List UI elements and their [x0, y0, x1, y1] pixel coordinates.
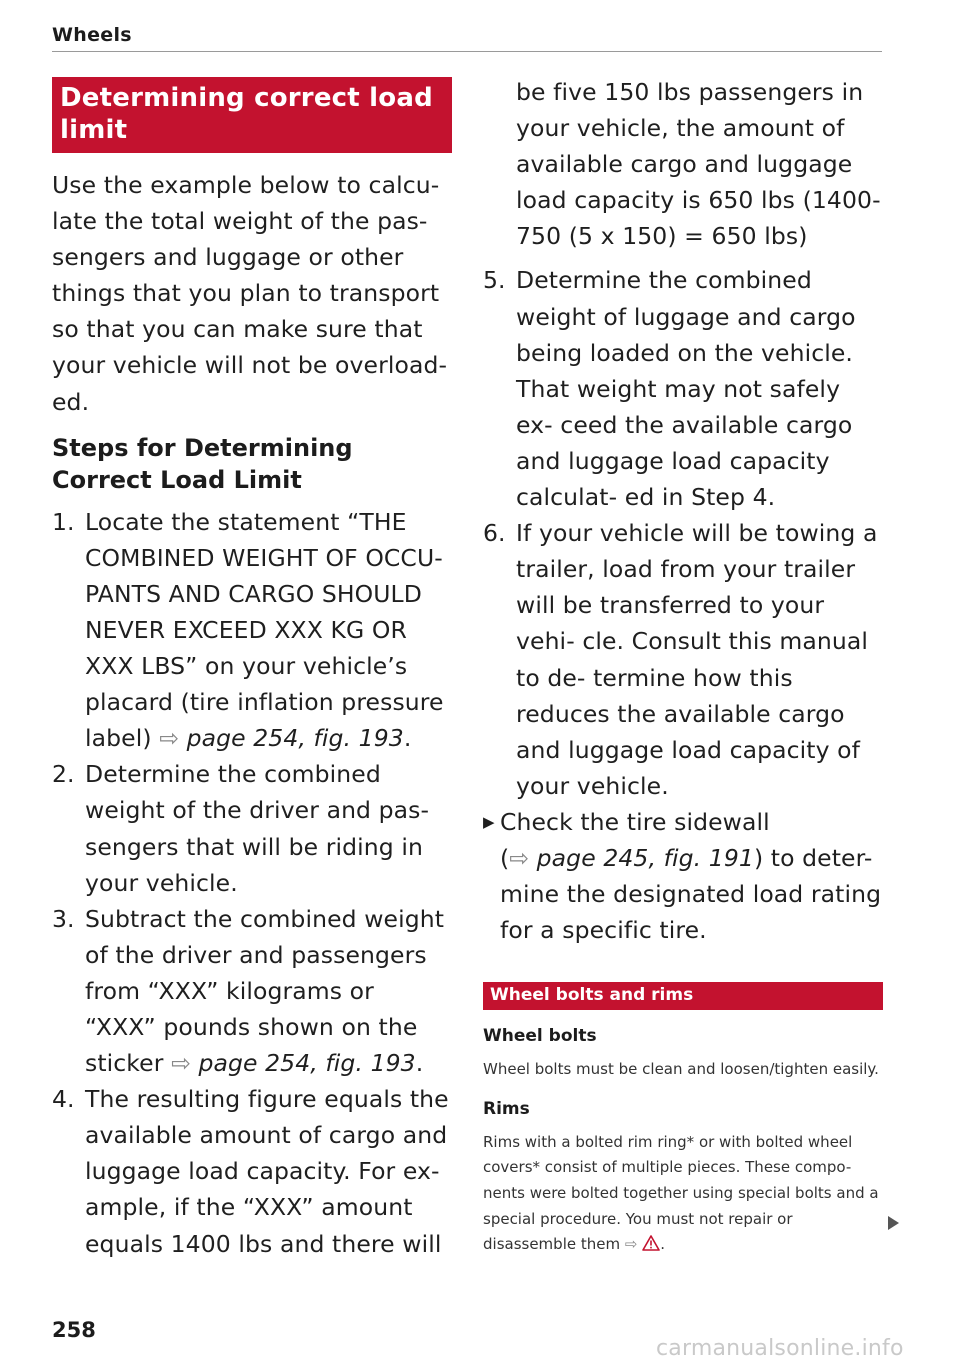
step-tail: .	[403, 724, 412, 753]
rims-tail: .	[660, 1235, 666, 1254]
right-column	[483, 74, 883, 1258]
check-text	[500, 804, 883, 948]
check-instruction	[483, 804, 883, 948]
step-continuation: be five 150 lbs passengers in your vehicle, the amount of available cargo and luggage load capacity is 650 lbs (1400-750 (5 x 150) = 650 lbs)	[516, 78, 881, 251]
step-item	[52, 1081, 452, 1261]
step-number: 4.	[52, 1085, 75, 1114]
warning-triangle-icon	[642, 1235, 660, 1251]
section-title: Wheels	[52, 24, 132, 46]
page-reference-link[interactable]: page 245, fig. 191	[536, 843, 754, 872]
check-tail: ) to deter- mine the designated load rating for a specific tire.	[500, 843, 882, 945]
continue-arrow-icon	[888, 1216, 899, 1230]
watermark: carmanualsonline.info	[656, 1336, 904, 1361]
step-tail: .	[415, 1049, 424, 1078]
step-body: Subtract the combined weight of the driver and passengers from “XXX” kilograms or “XXX” pounds shown on the sticker	[85, 904, 445, 1078]
step-item	[483, 515, 883, 804]
step-text: The resulting figure equals the available amount of cargo and luggage load capacity. For ex- ample, if the “XXX” amount equals 1400 lbs and there will	[85, 1085, 449, 1258]
step-number: 6.	[483, 519, 506, 548]
check-lead: Check the tire sidewall	[500, 807, 770, 836]
step-number: 1.	[52, 507, 75, 536]
page-reference-link[interactable]: page 254, fig. 193	[198, 1049, 416, 1078]
step-number: 2.	[52, 760, 75, 789]
wheel-bolts-heading: Wheel bolts	[483, 1026, 597, 1047]
page-reference-link[interactable]: page 254, fig. 193	[186, 724, 404, 753]
step-number: 5.	[483, 266, 506, 295]
wheel-bolts-rims-banner: Wheel bolts and rims	[483, 982, 883, 1010]
step-text	[85, 901, 452, 1081]
page-number: 258	[52, 1318, 96, 1342]
steps-heading: Steps for Determining Correct Load Limit	[52, 433, 353, 494]
rims-text	[483, 1130, 883, 1258]
step-text: Determine the combined weight of the driver and pas- sengers that will be riding in your vehicle.	[85, 760, 430, 897]
step-text: If your vehicle will be towing a trailer, load from your trailer will be transferred to your vehi- cle. Consult this manual to de- termine how this reduces the available cargo and luggage load capacity of your vehicle.	[516, 519, 878, 800]
triangle-bullet-icon: ▶	[483, 812, 495, 831]
intro-paragraph: Use the example below to calcu- late the total weight of the pas- sengers and luggage or other things that you plan to transport so that you can make sure that your vehicle will not be overload- ed.	[52, 171, 448, 416]
reference-arrow-icon: ⇨	[624, 1235, 638, 1254]
step-body: Locate the statement “THE COMBINED WEIGHT OF OCCU- PANTS AND CARGO SHOULD NEVER EXCEED XXX KG OR XXX LBS” on your vehicle’s placard (tire inflation pressure label)	[85, 507, 444, 753]
header-divider	[52, 51, 882, 52]
left-column	[52, 77, 452, 1262]
step-item	[52, 901, 452, 1081]
step-item	[52, 756, 452, 900]
step-item	[483, 262, 883, 515]
rims-heading: Rims	[483, 1098, 530, 1119]
step-text: Determine the combined weight of luggage and cargo being loaded on the vehicle. That weight may not safely ex- ceed the available cargo and luggage load capacity calculat- ed in Step 4.	[516, 266, 856, 512]
wheel-bolts-text: Wheel bolts must be clean and loosen/tighten easily.	[483, 1060, 879, 1079]
rims-body: Rims with a bolted rim ring* or with bolted wheel covers* consist of multiple pieces. These compo- nents were bolted together using special bolts and a special procedure. You must not repair or disassemble them	[483, 1132, 879, 1254]
warning-reference-link[interactable]	[642, 1235, 660, 1253]
step-number: 3.	[52, 904, 75, 933]
check-paren: (	[500, 843, 510, 872]
page-reference-arrow-icon: ⇨	[159, 724, 179, 753]
steps-list-left	[52, 504, 452, 1262]
step-text	[85, 504, 452, 757]
page-reference-arrow-icon: ⇨	[171, 1049, 191, 1078]
step-item	[52, 504, 452, 757]
page-reference-arrow-icon: ⇨	[509, 843, 530, 872]
steps-list-right	[483, 262, 883, 803]
section-banner: Determining correct load limit	[52, 77, 452, 153]
